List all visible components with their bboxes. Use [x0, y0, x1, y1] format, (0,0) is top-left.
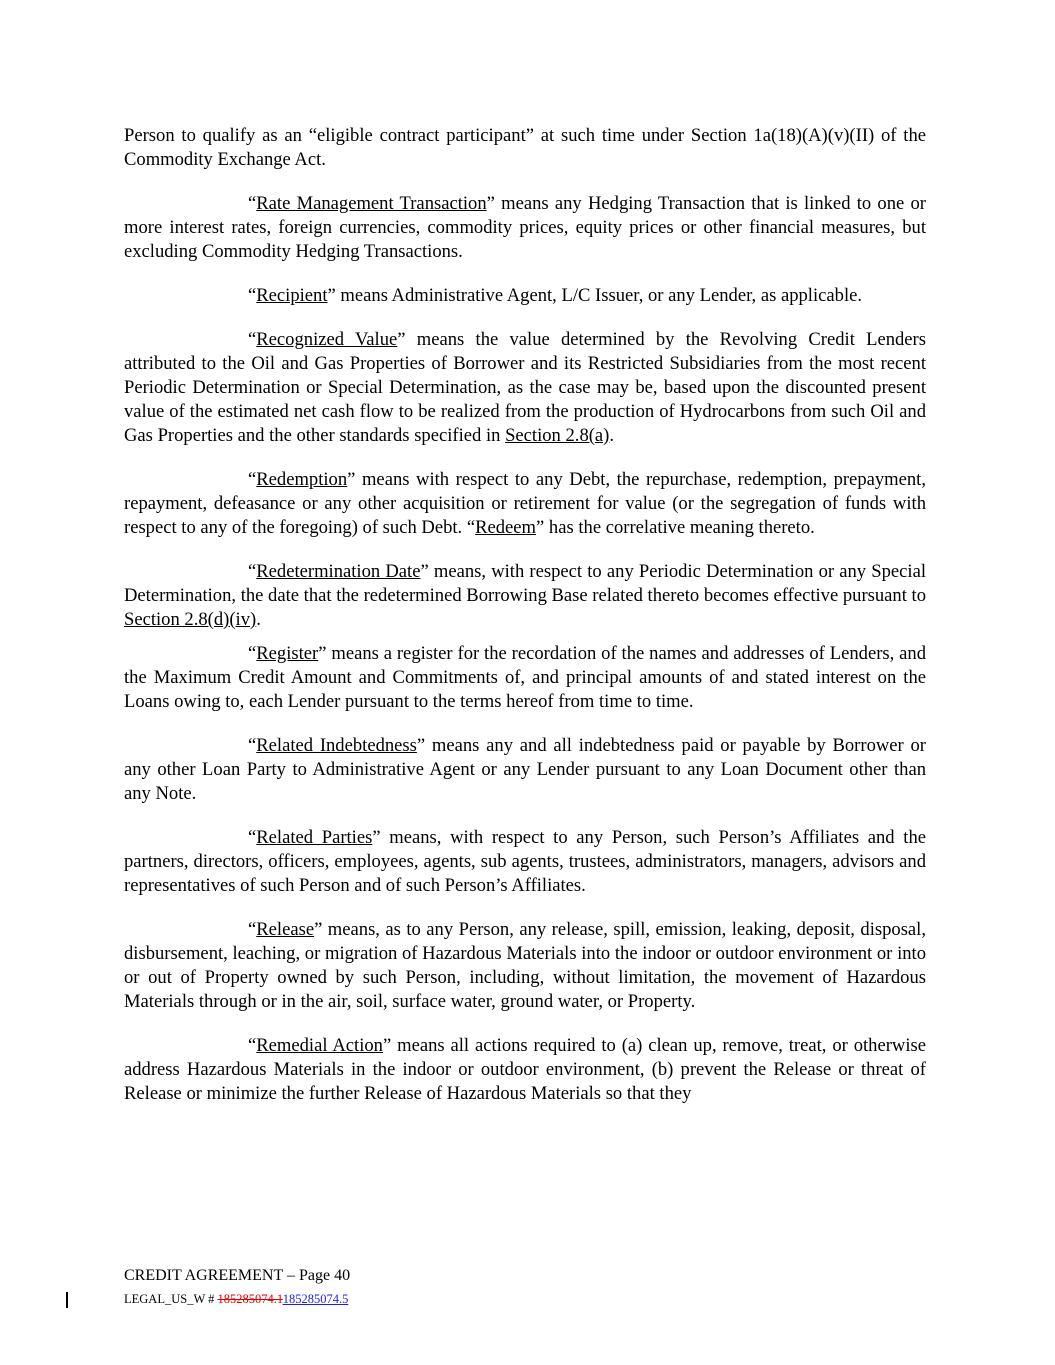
definition-paragraph [124, 328, 926, 448]
definition-paragraph [124, 918, 926, 1014]
paragraph-text: ” means with respect to any Debt, the repurchase, redemption, prepayment, repayment, defeasance or any other acquisition or retirement for value (or the segregation of funds with respect to any of the foregoing) of such Debt. “ [124, 469, 926, 538]
definition-paragraph [124, 734, 926, 806]
paragraph-text: ” means the value determined by the Revolving Credit Lenders attributed to the Oil and Gas Properties of Borrower and its Restricted Subsidiaries from the most recent Periodic Determination or Special Determination, as the case may be, based upon the discounted present value of the estimated net cash flow to be realized from the production of Hydrocarbons from such Oil and Gas Properties and the other standards specified in [124, 329, 926, 446]
definition-paragraph [124, 560, 926, 632]
paragraph-text: ” has the correlative meaning thereto. [536, 517, 815, 538]
doc-prefix: LEGAL_US_W # [124, 1292, 218, 1306]
deleted-doc-id: 185285074.1 [217, 1292, 283, 1306]
paragraph-text: ” means any and all indebtedness paid or payable by Borrower or any other Loan Party to Administrative Agent or any Lender pursuant to any Loan Document other than any Note. [124, 735, 926, 804]
paragraph-text: “ [248, 561, 257, 582]
paragraph-text: “ [248, 329, 257, 350]
defined-term: Rate Management Transaction [256, 193, 487, 214]
paragraph-text: “ [248, 735, 257, 756]
paragraph-text: “ [248, 469, 257, 490]
defined-term: Recipient [256, 285, 328, 306]
footer-title: CREDIT AGREEMENT – Page 40 [124, 1267, 351, 1284]
paragraph-text: “ [248, 919, 257, 940]
paragraph-text: ” means Administrative Agent, L/C Issuer, or any Lender, as applicable. [327, 285, 863, 306]
page-footer [124, 1266, 350, 1308]
definition-paragraph [124, 1034, 926, 1106]
paragraph-text: ” means, with respect to any Person, such Person’s Affiliates and the partners, directors, officers, employees, agents, sub agents, trustees, administrators, managers, advisors and representatives of such Person and of such Person’s Affiliates. [124, 827, 926, 896]
paragraph-text: ” means a register for the recordation of the names and addresses of Lenders, and the Maximum Credit Amount and Commitments of, and principal amounts of and stated interest on the Loans owing to, each Lender pursuant to the terms hereof from time to time. [124, 643, 926, 712]
defined-term: Redemption [256, 469, 348, 490]
defined-term: Related Indebtedness [256, 735, 417, 756]
paragraph-text: “ [248, 193, 257, 214]
change-bar [66, 1292, 68, 1308]
definition-paragraph [124, 284, 926, 308]
defined-term: Section 2.8(a) [505, 425, 610, 446]
paragraph-text: . [256, 609, 261, 630]
paragraph-text: “ [248, 643, 257, 664]
paragraph-text: “ [248, 827, 257, 848]
footer-doc-id [124, 1290, 350, 1308]
defined-term: Release [256, 919, 315, 940]
definition-paragraph [124, 124, 926, 172]
paragraph-text: ” means, with respect to any Periodic Determination or any Special Determination, the date that the redetermined Borrowing Base related thereto becomes effective pursuant to [124, 561, 927, 606]
paragraph-text: Person to qualify as an “eligible contract participant” at such time under Section 1a(18)(A)(v)(II) of the Commodity Exchange Act. [124, 125, 926, 170]
paragraph-text: ” means, as to any Person, any release, spill, emission, leaking, deposit, disposal, disbursement, leaching, or migration of Hazardous Materials into the indoor or outdoor environment or into or out of Property owned by such Person, including, without limitation, the movement of Hazardous Materials through or in the air, soil, surface water, ground water, or Property. [124, 919, 926, 1012]
definition-paragraph [124, 826, 926, 898]
paragraph-text: ” means any Hedging Transaction that is linked to one or more interest rates, foreign currencies, commodity prices, equity prices or other financial measures, but excluding Commodity Hedging Transactions. [124, 193, 926, 262]
defined-term: Remedial Action [256, 1035, 383, 1056]
defined-term: Redeem [475, 517, 537, 538]
defined-term: Redetermination Date [256, 561, 421, 582]
definition-paragraph [124, 642, 926, 714]
defined-term: Related Parties [256, 827, 373, 848]
defined-term: Section 2.8(d)(iv) [124, 609, 257, 630]
definition-paragraph [124, 192, 926, 264]
defined-term: Register [256, 643, 319, 664]
defined-term: Recognized Value [256, 329, 398, 350]
paragraph-text: ” means all actions required to (a) clean up, remove, treat, or otherwise address Hazardous Materials in the indoor or outdoor environment, (b) prevent the Release or threat of Release or minimize the further Release of Hazardous Materials so that they [124, 1035, 926, 1104]
inserted-doc-id: 185285074.5 [282, 1292, 349, 1306]
definition-paragraph [124, 468, 926, 540]
document-body [124, 124, 926, 1126]
paragraph-text: “ [248, 285, 257, 306]
paragraph-text: . [609, 425, 615, 446]
paragraph-text: “ [248, 1035, 257, 1056]
